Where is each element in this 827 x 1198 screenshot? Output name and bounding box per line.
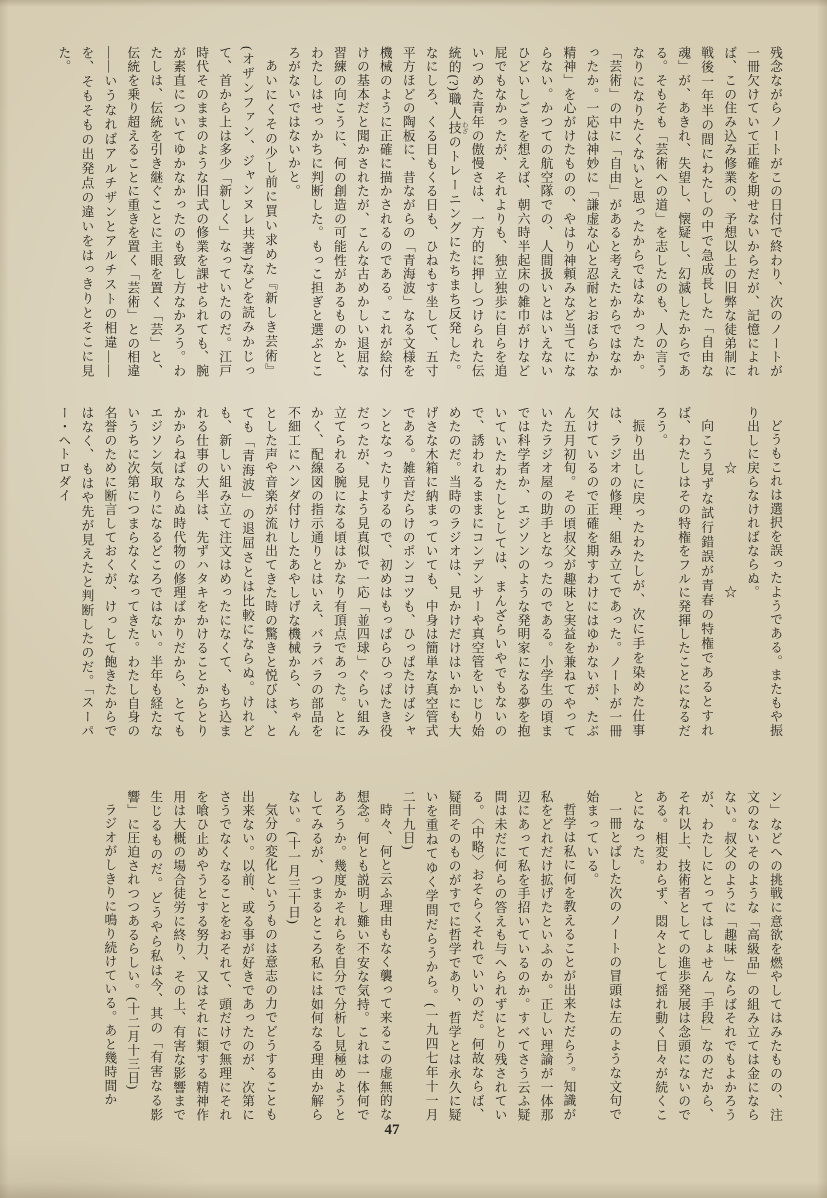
paragraph: どうもこれは選択を誤ったようである。またもや振り出しに戻らなければならぬ。 xyxy=(745,406,782,738)
paragraph xyxy=(281,46,786,378)
paragraph: 向こう見ずな試行錯誤が青春の特権であるとすれば、わたしはその特権をフルに発揮したことになるだろう。 xyxy=(653,406,714,738)
furigana-ruby xyxy=(446,120,468,136)
paragraph-quote: 気分の変化というものは意志の力でどうすることも出来ない。以前、或る事が好きであったのが、次第にさうでなくなることをおそれて、頭だけで無理にそれを喰ひ止めやうとする努力、又はそれに類する精神作用は大概の場合徒労に終り、その上、有害な影響まで生じるものだ。どうやら私は今、其の「有害なる影響」に圧迫されつつあるらしい。(十二月十三日) xyxy=(125,790,278,1122)
ruby-base: 技 xyxy=(446,120,461,136)
page-number: 47 xyxy=(384,1122,400,1138)
paragraph-text: のトレーニングにたちまち反発した。なにしろ、くる日もくる日も、ひねもす坐して、五寸平方ほどの陶板に、昔ながらの「青海波」なる文様を機械のように正確に描かされるのである。これが絵付けの基本だと聞かされたが、こんな古めかしい退屈な習練の向こうに、何の創造の可能性があるものかと、わたしはせっかちに判断した。もっこ担ぎと選ぶところがないではないかと。 xyxy=(285,46,461,378)
text-band-bottom xyxy=(74,790,786,1122)
text-band-top xyxy=(56,46,786,378)
text-band-middle xyxy=(56,406,786,738)
ruby-text: わざ xyxy=(460,120,468,135)
paragraph-text: 残念ながらノートがこの日付で終わり、次のノートが一冊欠けていて正確を期せないからだが、記憶によれば、この住み込み修業の、予想以上の旧弊な徒弟制に戦後一年半の間にわたしの中で急成長した「自由な魂」が、あきれ、失望し、懐疑し、幻滅したからである。そもそも「芸術への道」を志したのも、人の言うなりになりたくないと思ったからではなかったか。「芸術」の中に「自由」があると考えたからではなかったか。一応は神妙に「謙虚な心と忍耐とおほらかな精神」を心がけたものの、やはり神頼みなど当てにならない。かつての航空隊での、人間扱いとはいえないひどいしごきを想えば、朝六時半起床の雑巾がけなど屁でもなかったが、それよりも、独立独歩に自らを追いつめた青年の傲慢さは、一方的に押しつけられた伝統的(?)職人 xyxy=(446,46,782,378)
paragraph: あいにくその少し前に買い求めた『新しき芸術』(オザンファン、ジャンヌレ共著)などを読みかじって、首から上は多少「新しく」なっていたのだ。江戸時代そのままのような旧式の修業を課せられても、腕が素直についてゆかなかったのも致し方なかろう。わたしは、伝統を引き継ぐことに主眼を置く「芸」と、伝統を乗り超えることに重きを置く「芸術」との相違――いうなればアルチザンとアルチストの相違――を、そもそもの出発点の違いをはっきりとそこに見た。 xyxy=(56,46,278,378)
paragraph-quote: 時々、何と云ふ理由もなく襲って来るこの虚無的な想念。何とも説明し難い不安な気持。これは一体何であろうか。幾度かそれらを自分で分析し見極めようとしてみるが、つまるところ私には如何なる理由か解らない。(十一月三十日) xyxy=(285,790,392,1122)
paragraph: ン」などへの挑戦に意欲を燃やしてはみたものの、注文のないそのような「高級品」の組み立ては金にならない。叔父のように「趣味」ならばそれでもよかろうが、わたしにとってはしょせん「手段」なのだから、それ以上、技術者としての進歩発展は念頭にないのである。相変わらず、悶々として揺れ動く日々が続くことになった。 xyxy=(630,790,782,1122)
paragraph-quote: 哲学は私に何を教えることが出来ただらう。知識が私をどれだけ拡げたといふのか。正しい理論が一体那辺にあって私を手招いているのか。すべてさう云ふ疑問は未だに何らの答えも与へられずにとり残されている。〈中略〉おそらくそれでいいのだ。何故ならば、疑問そのものがすでに哲学であり、哲学とは永久に疑いを重ねてゆく学問だらうから。(一九四七年十一月二十九日) xyxy=(400,790,576,1122)
section-divider-stars: ☆ ☆ xyxy=(722,406,737,600)
paragraph: 振り出しに戻ったわたしが、次に手を染めた仕事は、ラジオの修理、組み立てであった。ノートが一冊欠けているので正確を期すわけにはゆかないが、たぶん五月初旬。その頃叔父が趣味と実益を兼ねてやっていたラジオ屋の助手となったのである。小学生の頃までは科学者か、エジソンのような発明家になる夢を抱いていたわたしとしては、まんざらいやでもないので、誘われるままにコンデンサーや真空管をいじり始めたのだ。当時のラジオは、見かけだけはいかにも大げさな木箱に納まっていても、中身は簡単な真空管式である。雑音だらけのポンコツも、ひっぱたけばシャンとなったりするので、初めはもっぱらひっぱたき役だったが、見よう見真似で一応「並四球」ぐらい組み立てられる腕になる頃はかなり有頂点であった。とにかく、配線図の指示通りとはいえ、バラバラの部品を不細工にハンダ付けしたあやしげな機械から、ちゃんとした声や音楽が流れ出てきた時の驚きと悦びは、とても「青海波」の退屈さとは比較にならぬ。けれども、新しい組み立て注文はめったになくて、もち込まれる仕事の大半は、先ずハタキをかけることからとりかからねばならぬ時代物の修理ばかりだから、とてもエジソン気取りになるどころではない。半年も経たないうちに次第につまらなくなってきた。わたし自身の名誉のために断言しておくが、けっして飽きたからではなく、もはや先が見えたと判断したのだ。「スーパー・ヘトロダイ xyxy=(56,406,645,738)
paragraph: ラジオがしきりに鳴り続けている。あと幾時間か xyxy=(102,803,117,1108)
paragraph: 一冊とばした次のノートの冒頭は左のような文句で始まっている。 xyxy=(584,790,622,1122)
